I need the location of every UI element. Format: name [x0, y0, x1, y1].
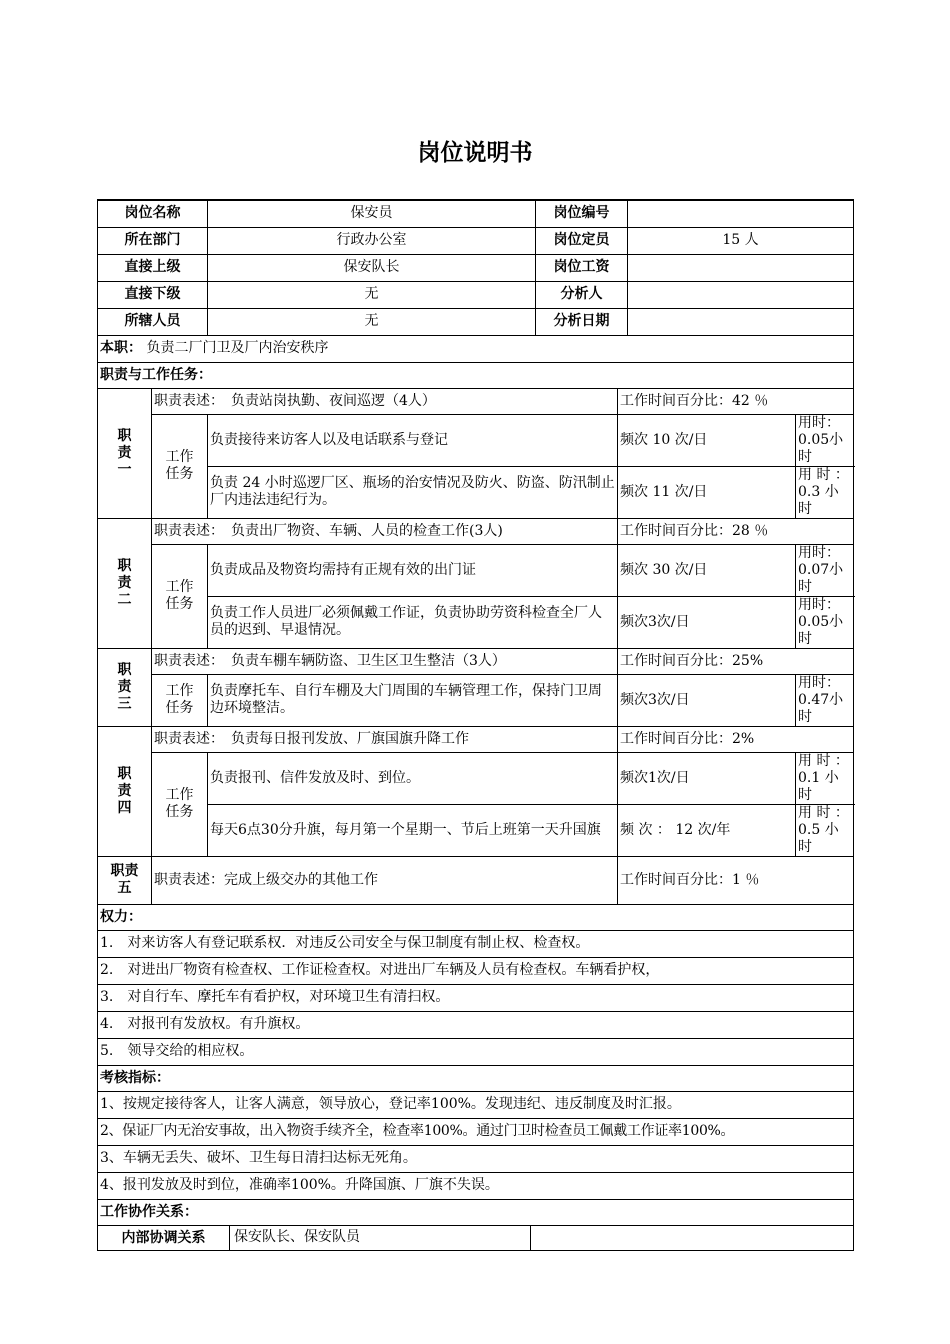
list-item	[98, 1091, 854, 1118]
task-text: 负责工作人员进厂必须佩戴工作证，负责协助劳资科检查全厂人员的迟到、早退情况。	[208, 596, 618, 648]
task-label: 工作 任务	[152, 544, 208, 648]
power-item: 4. 对报刊有发放权。有升旗权。	[98, 1011, 854, 1038]
duty-heading: 职 责 四	[98, 726, 152, 856]
duty-desc-row	[98, 388, 854, 414]
duty-desc-row	[98, 648, 854, 674]
duty-description: 职责表述：完成上级交办的其他工作	[152, 856, 618, 904]
task-frequency: 频次3次/日	[618, 674, 796, 726]
task-row	[98, 674, 854, 726]
header-value	[628, 281, 854, 308]
duty-heading: 职 责 一	[98, 388, 152, 518]
task-frequency: 频次1次/日	[618, 752, 796, 804]
header-row	[98, 254, 854, 281]
duty-description: 职责表述： 负责站岗执勤、夜间巡逻（4人）	[152, 388, 618, 414]
duty-heading: 职 责 二	[98, 518, 152, 648]
task-label: 工作 任务	[152, 414, 208, 518]
duty-time-percent: 工作时间百分比：1 ％	[618, 856, 854, 904]
power-item: 3. 对自行车、摩托车有看护权，对环境卫生有清扫权。	[98, 984, 854, 1011]
list-item	[98, 1038, 854, 1065]
header-row	[98, 200, 854, 227]
task-text: 负责报刊、信件发放及时、到位。	[208, 752, 618, 804]
task-row	[98, 414, 854, 466]
task-text: 负责 24 小时巡逻厂区、瓶场的治安情况及防火、防盗、防汛制止厂内违法违纪行为。	[208, 466, 618, 518]
task-text: 负责接待来访客人以及电话联系与登记	[208, 414, 618, 466]
job-description-table	[97, 199, 854, 1251]
power-item: 1. 对来访客人有登记联系权．对违反公司安全与保卫制度有制止权、检查权。	[98, 930, 854, 957]
task-row	[98, 804, 854, 856]
task-hours: 用时：0.07小时	[796, 544, 854, 596]
duties-section-title: 职责与工作任务：	[98, 362, 854, 388]
duty-desc-row	[98, 726, 854, 752]
task-hours: 用时：0.05小时	[796, 596, 854, 648]
list-item	[98, 1172, 854, 1199]
duty-description: 职责表述： 负责出厂物资、车辆、人员的检查工作(3人)	[152, 518, 618, 544]
header-label: 分析人	[536, 281, 628, 308]
header-value	[628, 254, 854, 281]
header-row	[98, 227, 854, 254]
duty-desc-row	[98, 856, 854, 904]
header-label: 直接下级	[98, 281, 208, 308]
cooperation-title: 工作协作关系：	[98, 1199, 854, 1225]
task-frequency: 频次3次/日	[618, 596, 796, 648]
kpi-title: 考核指标：	[98, 1065, 854, 1091]
benzhi-row	[98, 335, 854, 362]
header-label: 岗位定员	[536, 227, 628, 254]
header-label: 直接上级	[98, 254, 208, 281]
section-heading-row	[98, 362, 854, 388]
section-heading-row	[98, 1199, 854, 1225]
kpi-item: 1、按规定接待客人，让客人满意，领导放心，登记率100%。发现违纪、违反制度及时汇报。	[98, 1091, 854, 1118]
kpi-item: 2、保证厂内无治安事故，出入物资手续齐全，检查率100%。通过门卫时检查员工佩戴工作证率100%。	[98, 1118, 854, 1145]
task-row	[98, 596, 854, 648]
header-label: 岗位名称	[98, 200, 208, 227]
task-row	[98, 466, 854, 518]
header-label: 分析日期	[536, 308, 628, 335]
header-value	[628, 308, 854, 335]
header-row	[98, 308, 854, 335]
header-value: 无	[208, 281, 536, 308]
task-label: 工作 任务	[152, 674, 208, 726]
task-hours: 用时：0.05小时	[796, 414, 854, 466]
powers-title: 权力：	[98, 904, 854, 930]
power-item: 5. 领导交给的相应权。	[98, 1038, 854, 1065]
duty-desc-row	[98, 518, 854, 544]
header-value: 保安员	[208, 200, 536, 227]
list-item	[98, 930, 854, 957]
task-text: 每天6点30分升旗，每月第一个星期一、节后上班第一天升国旗	[208, 804, 618, 856]
benzhi-label: 本职：	[100, 340, 142, 356]
task-frequency: 频 次 ： 12 次/年	[618, 804, 796, 856]
list-item	[98, 1011, 854, 1038]
header-label: 所在部门	[98, 227, 208, 254]
header-value: 无	[208, 308, 536, 335]
task-frequency: 频次 30 次/日	[618, 544, 796, 596]
benzhi-text: 负责二厂门卫及厂内治安秩序	[146, 340, 329, 356]
internal-coordination-label: 内部协调关系	[98, 1226, 230, 1250]
kpi-item: 4、报刊发放及时到位，准确率100%。升降国旗、厂旗不失误。	[98, 1172, 854, 1199]
task-frequency: 频次 11 次/日	[618, 466, 796, 518]
kpi-item: 3、车辆无丢失、破坏、卫生每日清扫达标无死角。	[98, 1145, 854, 1172]
list-item	[98, 1118, 854, 1145]
cooperation-row	[98, 1225, 854, 1250]
duty-heading: 职 责 三	[98, 648, 152, 726]
duty-description: 职责表述： 负责每日报刊发放、厂旗国旗升降工作	[152, 726, 618, 752]
header-row	[98, 281, 854, 308]
header-label: 岗位工资	[536, 254, 628, 281]
header-value	[628, 200, 854, 227]
header-value: 行政办公室	[208, 227, 536, 254]
header-value: 15 人	[628, 227, 854, 254]
section-heading-row	[98, 1065, 854, 1091]
task-hours: 用 时 ： 0.5 小时	[796, 804, 854, 856]
list-item	[98, 957, 854, 984]
duty-time-percent: 工作时间百分比：2%	[618, 726, 854, 752]
duty-heading: 职责 五	[98, 856, 152, 904]
header-value: 保安队长	[208, 254, 536, 281]
task-hours: 用时：0.47小时	[796, 674, 854, 726]
power-item: 2. 对进出厂物资有检查权、工作证检查权。对进出厂车辆及人员有检查权。车辆看护权，	[98, 957, 854, 984]
task-hours: 用 时 ： 0.1 小时	[796, 752, 854, 804]
task-frequency: 频次 10 次/日	[618, 414, 796, 466]
task-text: 负责成品及物资均需持有正规有效的出门证	[208, 544, 618, 596]
list-item	[98, 1145, 854, 1172]
list-item	[98, 984, 854, 1011]
task-hours: 用 时 ： 0.3 小时	[796, 466, 854, 518]
header-label: 岗位编号	[536, 200, 628, 227]
task-text: 负责摩托车、自行车棚及大门周围的车辆管理工作，保持门卫周边环境整洁。	[208, 674, 618, 726]
duty-time-percent: 工作时间百分比：28 ％	[618, 518, 854, 544]
duty-time-percent: 工作时间百分比：25%	[618, 648, 854, 674]
section-heading-row	[98, 904, 854, 930]
page-title: 岗位说明书	[417, 140, 533, 166]
header-label: 所辖人员	[98, 308, 208, 335]
duty-description: 职责表述： 负责车棚车辆防盗、卫生区卫生整洁（3人）	[152, 648, 618, 674]
task-row	[98, 544, 854, 596]
internal-coordination-value: 保安队长、保安队员	[234, 1229, 360, 1245]
task-row	[98, 752, 854, 804]
duty-time-percent: 工作时间百分比：42 ％	[618, 388, 854, 414]
task-label: 工作 任务	[152, 752, 208, 856]
